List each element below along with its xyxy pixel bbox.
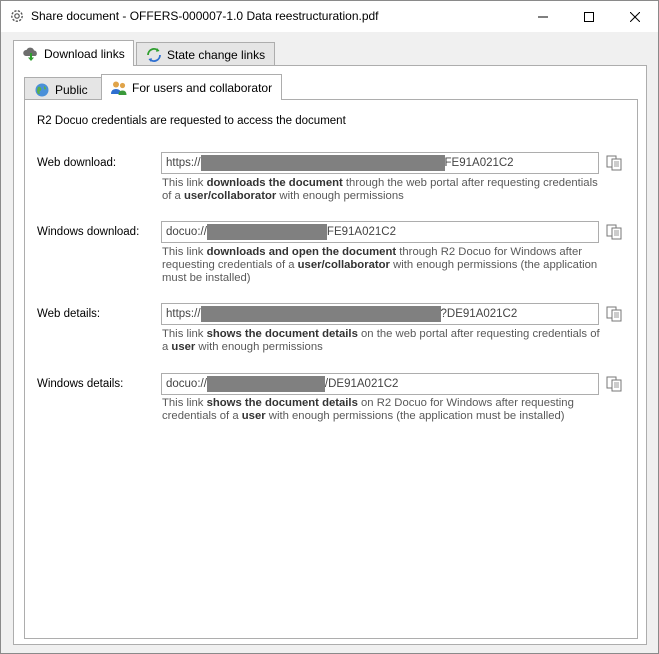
users-collaborator-panel (24, 99, 638, 639)
desc-bold: user (241, 410, 266, 422)
desc-text: on the web portal after requesting credentials of a (162, 328, 600, 353)
copy-icon (605, 154, 623, 172)
redacted-block (201, 155, 445, 171)
redacted-block (207, 376, 325, 392)
web-download-label: Web download: (37, 157, 117, 169)
copy-icon (605, 223, 623, 241)
tab-public-label: Public (55, 82, 88, 97)
tab-state-change-links-label: State change links (167, 47, 266, 62)
copy-icon (605, 375, 623, 393)
maximize-icon (584, 12, 594, 22)
minimize-icon (538, 12, 548, 22)
web-details-label: Web details: (37, 308, 101, 320)
web-download-link-field[interactable] (161, 152, 599, 174)
link-prefix: https:// (166, 157, 201, 169)
credentials-intro-text: R2 Docuo credentials are requested to access the document (37, 115, 346, 127)
desc-text: on R2 Docuo for Windows after requesting credentials of a (162, 397, 574, 422)
tab-users-collaborator-label: For users and collaborator (132, 80, 273, 95)
desc-bold: shows the document details (206, 328, 358, 340)
tab-state-change-links[interactable] (136, 42, 275, 66)
refresh-state-icon (145, 46, 163, 64)
title-bar[interactable] (1, 1, 658, 32)
desc-bold: downloads and open the document (206, 246, 397, 258)
windows-details-description (162, 397, 602, 423)
tab-users-collaborator[interactable] (101, 74, 282, 100)
desc-text: with enough permissions (the application must be installed) (265, 410, 565, 422)
desc-bold: user (171, 341, 196, 353)
users-icon (110, 79, 128, 97)
web-details-description (162, 328, 602, 354)
link-suffix: ?DE91A021C2 (440, 308, 518, 320)
tab-public[interactable] (24, 77, 102, 101)
windows-details-label: Windows details: (37, 378, 124, 390)
link-prefix: docuo:// (166, 226, 207, 238)
web-details-link-field[interactable] (161, 303, 599, 325)
window-title: Share document - OFFERS-000007-1.0 Data reestructuration.pdf (31, 9, 379, 23)
desc-text: This link (162, 328, 207, 340)
copy-web-download-button[interactable] (605, 154, 623, 172)
desc-text: This link (162, 246, 207, 258)
maximize-button[interactable] (566, 1, 612, 32)
desc-bold: user/collaborator (183, 190, 277, 202)
desc-bold: downloads the document (206, 177, 343, 189)
desc-text: through R2 Docuo for Windows after requesting credentials of a (162, 246, 582, 271)
desc-bold: user/collaborator (297, 259, 390, 271)
copy-web-details-button[interactable] (605, 305, 623, 323)
link-suffix: /DE91A021C2 (324, 378, 399, 390)
desc-text: with enough permissions (the application must be installed) (162, 259, 598, 284)
tab-download-links[interactable] (13, 40, 134, 66)
link-prefix: https:// (166, 308, 201, 320)
dialog-client-area (1, 32, 658, 653)
close-button[interactable] (612, 1, 658, 32)
desc-text: with enough permissions (195, 341, 323, 353)
copy-windows-details-button[interactable] (605, 375, 623, 393)
desc-text: with enough permissions (276, 190, 404, 202)
windows-download-label: Windows download: (37, 226, 140, 238)
globe-icon (33, 81, 51, 99)
redacted-block (207, 224, 327, 240)
gear-icon (9, 8, 25, 24)
download-links-panel (13, 65, 647, 645)
copy-icon (605, 305, 623, 323)
link-prefix: docuo:// (166, 378, 207, 390)
desc-text: This link (162, 177, 207, 189)
cloud-download-icon (22, 45, 40, 63)
close-icon (630, 12, 640, 22)
windows-download-description (162, 246, 602, 285)
web-download-description (162, 177, 602, 203)
windows-details-link-field[interactable] (161, 373, 599, 395)
redacted-block (201, 306, 441, 322)
desc-bold: shows the document details (206, 397, 358, 409)
desc-text: through the web portal after requesting credentials of a (162, 177, 598, 202)
tab-download-links-label: Download links (44, 46, 125, 61)
link-suffix: FE91A021C2 (326, 226, 396, 238)
windows-download-link-field[interactable] (161, 221, 599, 243)
minimize-button[interactable] (520, 1, 566, 32)
desc-text: This link (162, 397, 207, 409)
link-suffix: FE91A021C2 (444, 157, 514, 169)
copy-windows-download-button[interactable] (605, 223, 623, 241)
